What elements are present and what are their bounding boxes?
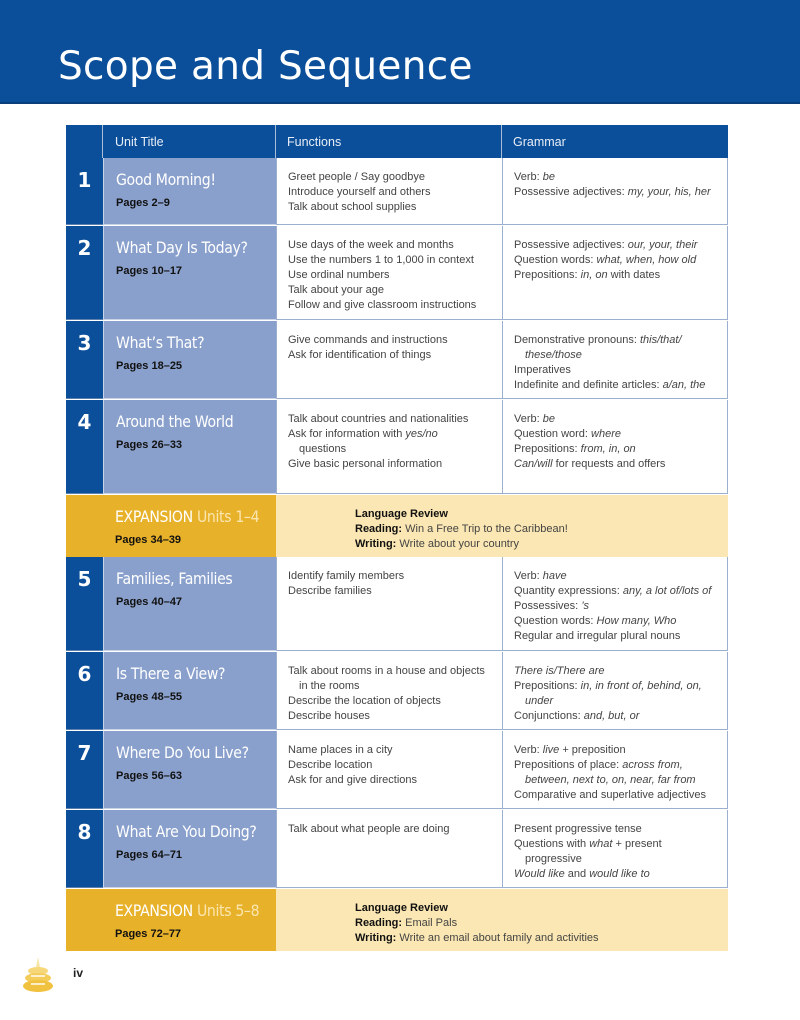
cell-line — [514, 629, 721, 644]
functions-cell — [276, 731, 502, 809]
cell-line — [514, 822, 721, 837]
unit-row-8 — [66, 810, 728, 889]
unit-number: 4 — [66, 400, 103, 494]
cell-line — [288, 200, 496, 215]
cell-line — [288, 427, 496, 442]
table-header — [66, 125, 728, 158]
unit-pages: Pages 10–17 — [116, 265, 183, 277]
line-segment: Present progressive tense — [514, 823, 642, 835]
cell-line — [288, 743, 496, 758]
unit-row-7 — [66, 731, 728, 810]
cell-line — [514, 584, 721, 599]
line-segment: Give commands and instructions — [288, 334, 448, 346]
expansion-pages: Pages 34–39 — [115, 534, 182, 546]
writing-label: Writing: — [355, 538, 397, 550]
language-review: Language Review — [355, 508, 448, 520]
cell-line — [288, 283, 496, 298]
line-segment: Verb: — [514, 171, 543, 183]
unit-row-3 — [66, 321, 728, 400]
line-segment: How many, Who — [596, 615, 677, 627]
line-segment: Talk about school supplies — [288, 201, 417, 213]
cell-line — [514, 378, 721, 393]
unit-row-4 — [66, 400, 728, 495]
unit-number: 3 — [66, 321, 103, 399]
line-segment: have — [542, 570, 567, 582]
line-segment: Talk about countries and nationalities — [288, 413, 469, 425]
line-segment: Identify family members — [288, 570, 405, 582]
expansion-row — [66, 889, 728, 951]
line-segment: Ask for identification of things — [288, 349, 432, 361]
unit-pages: Pages 18–25 — [116, 360, 183, 372]
functions-cell — [276, 652, 502, 730]
reading-label: Reading: — [355, 523, 403, 535]
line-segment: be — [542, 171, 555, 183]
table-body — [66, 158, 728, 951]
cell-line — [288, 584, 496, 599]
line-segment: Use days of the week and months — [288, 239, 454, 251]
reading-line — [355, 916, 728, 931]
reading-text: Win a Free Trip to the Caribbean! — [402, 523, 568, 535]
cell-line — [288, 238, 496, 253]
expansion-units: Units 5–8 — [196, 901, 260, 920]
expansion-title — [115, 901, 260, 920]
line-segment: any, a lot of/lots of — [622, 585, 712, 597]
line-segment: would like to — [589, 868, 650, 880]
unit-title: Around the World — [116, 412, 234, 431]
cell-line — [514, 614, 721, 629]
unit-title: Families, Families — [116, 569, 233, 588]
unit-row-2 — [66, 226, 728, 321]
cell-line — [514, 679, 721, 694]
cell-line — [288, 694, 496, 709]
line-segment: a/an, the — [662, 379, 706, 391]
line-segment: what — [589, 838, 613, 850]
line-segment: Describe families — [288, 585, 372, 597]
unit-title-cell — [103, 400, 276, 494]
cell-line — [288, 679, 496, 694]
line-segment: Give basic personal information — [288, 458, 443, 470]
functions-cell — [276, 557, 502, 651]
language-review-line — [355, 901, 728, 916]
cell-line — [288, 709, 496, 724]
grammar-cell — [502, 158, 728, 225]
line-segment: There is/There are — [514, 665, 605, 677]
line-segment: Question word: — [514, 428, 592, 440]
cell-line — [514, 427, 721, 442]
line-segment: Describe houses — [288, 710, 370, 722]
unit-row-1 — [66, 158, 728, 226]
line-segment: in, in front of, behind, on, — [580, 680, 702, 692]
line-segment: Questions with — [514, 838, 590, 850]
line-segment: Prepositions: — [514, 680, 581, 692]
cell-line — [514, 268, 721, 283]
line-segment: and — [564, 868, 590, 880]
writing-line — [355, 537, 728, 552]
cell-line — [514, 442, 721, 457]
cell-line — [514, 852, 721, 867]
line-segment: and, but, or — [583, 710, 640, 722]
cell-line — [514, 457, 721, 472]
unit-title-cell — [103, 158, 276, 225]
cell-line — [514, 743, 721, 758]
unit-title-cell — [103, 321, 276, 399]
grammar-cell — [502, 400, 728, 494]
expansion-row — [66, 495, 728, 557]
writing-line — [355, 931, 728, 946]
expansion-label: EXPANSION — [115, 901, 193, 920]
cell-line — [514, 363, 721, 378]
line-segment: ’s — [581, 600, 589, 612]
unit-title-cell — [103, 557, 276, 651]
functions-cell — [276, 226, 502, 320]
line-segment: Would like — [514, 868, 565, 880]
line-segment: between, next to, on, near, far from — [525, 774, 696, 786]
page-title: Scope and Sequence — [58, 44, 473, 89]
unit-title-cell — [103, 652, 276, 730]
line-segment: Name places in a city — [288, 744, 393, 756]
cell-line — [288, 758, 496, 773]
cell-line — [288, 298, 496, 313]
reading-line — [355, 522, 728, 537]
unit-title: Is There a View? — [116, 664, 226, 683]
line-segment: with dates — [607, 269, 661, 281]
writing-text: Write an email about family and activities — [396, 932, 599, 944]
writing-text: Write about your country — [396, 538, 520, 550]
reading-label: Reading: — [355, 917, 403, 929]
unit-title: Good Morning! — [116, 170, 216, 189]
line-segment: where — [591, 428, 622, 440]
cell-line — [288, 773, 496, 788]
line-segment: Ask for information with — [288, 428, 406, 440]
line-segment: our, your, their — [627, 239, 698, 251]
functions-cell — [276, 158, 502, 225]
unit-row-5 — [66, 557, 728, 652]
grammar-cell — [502, 731, 728, 809]
stacked-disc-logo-icon — [22, 955, 54, 995]
cell-line — [514, 694, 721, 709]
expansion-title-cell — [66, 889, 276, 951]
language-review: Language Review — [355, 902, 448, 914]
cell-line — [514, 709, 721, 724]
expansion-pages: Pages 72–77 — [115, 928, 182, 940]
reading-text: Email Pals — [402, 917, 458, 929]
expansion-content-cell — [276, 495, 728, 557]
line-segment: Introduce yourself and others — [288, 186, 431, 198]
line-segment: Indefinite and definite articles: — [514, 379, 663, 391]
unit-title-cell — [103, 226, 276, 320]
expansion-label: EXPANSION — [115, 507, 193, 526]
line-segment: in the rooms — [299, 680, 360, 692]
unit-row-6 — [66, 652, 728, 731]
line-segment: under — [525, 695, 554, 707]
cell-line — [288, 412, 496, 427]
cell-line — [514, 867, 721, 882]
unit-title: What’s That? — [116, 333, 205, 352]
cell-line — [514, 348, 721, 363]
header-number-cell — [66, 125, 103, 158]
functions-cell — [276, 400, 502, 494]
cell-line — [288, 822, 496, 837]
line-segment: Conjunctions: — [514, 710, 584, 722]
line-segment: Can/will — [514, 458, 553, 470]
cell-line — [514, 253, 721, 268]
page-number: iv — [73, 966, 84, 980]
line-segment: Use the numbers 1 to 1,000 in context — [288, 254, 474, 266]
cell-line — [514, 238, 721, 253]
header-banner — [0, 0, 800, 104]
line-segment: my, your, his, her — [627, 186, 711, 198]
functions-cell — [276, 321, 502, 399]
cell-line — [288, 569, 496, 584]
line-segment: Verb: — [514, 413, 543, 425]
line-segment: across from, — [622, 759, 683, 771]
line-segment: Regular and irregular plural nouns — [514, 630, 681, 642]
line-segment: Question words: — [514, 615, 597, 627]
unit-pages: Pages 40–47 — [116, 596, 183, 608]
cell-line — [514, 758, 721, 773]
line-segment: + present — [612, 838, 662, 850]
line-segment: Greet people / Say goodbye — [288, 171, 425, 183]
unit-number: 8 — [66, 810, 103, 888]
cell-line — [288, 664, 496, 679]
line-segment: Describe the location of objects — [288, 695, 441, 707]
line-segment: Talk about what people are doing — [288, 823, 450, 835]
line-segment: what, when, how old — [596, 254, 697, 266]
unit-pages: Pages 26–33 — [116, 439, 183, 451]
unit-pages: Pages 64–71 — [116, 849, 183, 861]
cell-line — [288, 333, 496, 348]
grammar-cell — [502, 557, 728, 651]
cell-line — [514, 664, 721, 679]
line-segment: Demonstrative pronouns: — [514, 334, 640, 346]
line-segment: Prepositions: — [514, 443, 581, 455]
unit-pages: Pages 2–9 — [116, 197, 170, 209]
unit-number: 6 — [66, 652, 103, 730]
cell-line — [288, 170, 496, 185]
line-segment: Verb: — [514, 570, 543, 582]
expansion-title-cell — [66, 495, 276, 557]
line-segment: Prepositions: — [514, 269, 581, 281]
unit-number: 2 — [66, 226, 103, 320]
expansion-units: Units 1–4 — [196, 507, 260, 526]
unit-title: Where Do You Live? — [116, 743, 249, 762]
cell-line — [288, 253, 496, 268]
expansion-content-cell — [276, 889, 728, 951]
unit-number: 7 — [66, 731, 103, 809]
line-segment: Talk about your age — [288, 284, 385, 296]
line-segment: Talk about rooms in a house and objects — [288, 665, 485, 677]
line-segment: Ask for and give directions — [288, 774, 418, 786]
expansion-title — [115, 507, 260, 526]
header-grammar: Grammar — [513, 134, 566, 149]
cell-line — [288, 348, 496, 363]
language-review-line — [355, 507, 728, 522]
unit-title-cell — [103, 731, 276, 809]
header-unit-title: Unit Title — [103, 125, 276, 158]
unit-title: What Day Is Today? — [116, 238, 248, 257]
cell-line — [514, 333, 721, 348]
line-segment: from, in, on — [580, 443, 636, 455]
line-segment: Verb: — [514, 744, 543, 756]
line-segment: live — [542, 744, 560, 756]
header-functions: Functions — [276, 125, 502, 158]
cell-line — [288, 442, 496, 457]
unit-number: 5 — [66, 557, 103, 651]
line-segment: in, on — [580, 269, 608, 281]
line-segment: progressive — [525, 853, 582, 865]
line-segment: Comparative and superlative adjectives — [514, 789, 706, 801]
cell-line — [514, 185, 721, 200]
cell-line — [514, 599, 721, 614]
line-segment: questions — [299, 443, 347, 455]
cell-line — [288, 268, 496, 283]
line-segment: for requests and offers — [552, 458, 666, 470]
line-segment: this/that/ — [639, 334, 682, 346]
grammar-cell — [502, 652, 728, 730]
line-segment: Follow and give classroom instructions — [288, 299, 477, 311]
cell-line — [514, 773, 721, 788]
grammar-cell — [502, 321, 728, 399]
cell-line — [514, 837, 721, 852]
line-segment: Describe location — [288, 759, 373, 771]
line-segment: be — [542, 413, 555, 425]
unit-title: What Are You Doing? — [116, 822, 257, 841]
line-segment: Use ordinal numbers — [288, 269, 390, 281]
cell-line — [514, 569, 721, 584]
cell-line — [514, 788, 721, 803]
line-segment: Question words: — [514, 254, 597, 266]
cell-line — [288, 185, 496, 200]
writing-label: Writing: — [355, 932, 397, 944]
line-segment: yes/no — [405, 428, 438, 440]
line-segment: Possessive adjectives: — [514, 186, 628, 198]
cell-line — [514, 170, 721, 185]
cell-line — [514, 412, 721, 427]
cell-line — [288, 457, 496, 472]
grammar-cell — [502, 226, 728, 320]
line-segment: + preposition — [559, 744, 626, 756]
line-segment: Imperatives — [514, 364, 571, 376]
unit-pages: Pages 48–55 — [116, 691, 183, 703]
grammar-cell — [502, 810, 728, 888]
line-segment: Prepositions of place: — [514, 759, 623, 771]
unit-number: 1 — [66, 158, 103, 225]
unit-title-cell — [103, 810, 276, 888]
unit-pages: Pages 56–63 — [116, 770, 183, 782]
scope-sequence-table — [66, 125, 728, 951]
functions-cell — [276, 810, 502, 888]
line-segment: Possessives: — [514, 600, 582, 612]
line-segment: these/those — [525, 349, 582, 361]
line-segment: Quantity expressions: — [514, 585, 623, 597]
line-segment: Possessive adjectives: — [514, 239, 628, 251]
